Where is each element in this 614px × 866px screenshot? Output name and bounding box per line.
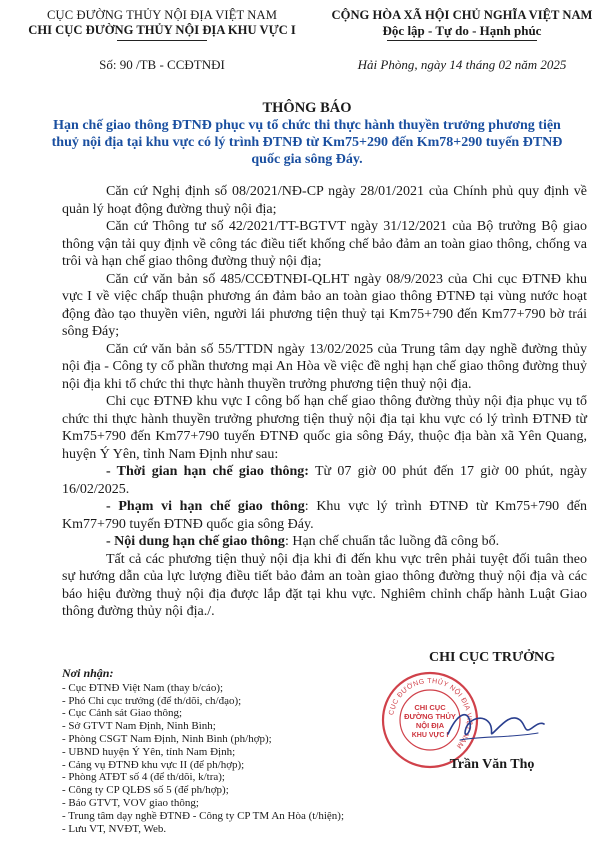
national-header [316, 8, 608, 72]
title-block [40, 100, 574, 168]
list-item: - Phó Chi cục trưởng (để th/dõi, ch/đạo); [62, 694, 242, 707]
content-label: - Nội dung hạn chế giao thông [106, 534, 285, 549]
paragraph-announcement: Chi cục ĐTNĐ khu vực I công bố hạn chế giao thông đường thủy nội địa phục vụ tổ chức thi thực hành thuyền trưởng phương tiện thuỷ nội địa tại khu vực có lý trình ĐTNĐ từ Km75+790 đến Km77+790 tuyến ĐTNĐ quốc gia sông Đáy, thuộc địa bàn xã Yên Quang, huyện Ý Yên, tỉnh Nam Định như sau: [62, 394, 587, 462]
handwritten-signature [440, 700, 550, 750]
seal-center-line2: ĐƯỜNG THỦY [404, 712, 456, 721]
content-value: : Hạn chế chuẩn tắc luồng đã công bố. [284, 534, 500, 549]
parent-organization: CỤC ĐƯỜNG THỦY NỘI ĐỊA VIỆT NAM [47, 8, 277, 22]
list-item: - Cảng vụ ĐTNĐ khu vực II (để ph/hợp); [62, 758, 245, 771]
recipients [62, 667, 402, 835]
list-item: - Phòng ATĐT số 4 (để th/dõi, k/tra); [62, 771, 225, 784]
issuing-organization: CHI CỤC ĐƯỜNG THỦY NỘI ĐỊA KHU VỰC I [28, 23, 296, 37]
time-label: - Thời gian hạn chế giao thông: [106, 464, 309, 479]
recipients-label: Nơi nhận: [62, 666, 114, 680]
paragraph-circular: Căn cứ Thông tư số 42/2021/TT-BGTVT ngày 31/12/2021 của Bộ trưởng Bộ giao thông vận tải quy định về công tác điều tiết khống chế bảo đảm an toàn giao thông, chống va trôi và hạn chế giao thông đường thuỷ nội địa; [62, 219, 587, 269]
paragraph-decree: Căn cứ Nghị định số 08/2021/NĐ-CP ngày 28/01/2021 của Chính phủ quy định về quản lý hoạt động đường thuỷ nội địa; [62, 184, 587, 217]
list-item: - Cục ĐTNĐ Việt Nam (thay b/cáo); [62, 681, 224, 694]
recipients-list [62, 682, 402, 836]
seal-center-line4: KHU VỰC I [411, 732, 449, 739]
paragraph-compliance: Tất cả các phương tiện thuỷ nội địa khi đi đến khu vực trên phải tuyệt đối tuân theo sự hướng dẫn của lực lượng điều tiết bảo đảm an toàn giao thông đường thuỷ nội địa và các báo hiệu đường thuỷ nội địa được lắp đặt tại khu vực. Nghiêm chỉnh chấp hành Luật Giao thông đường thủy nội địa./. [62, 551, 587, 619]
seal-ring-text: CỤC ĐƯỜNG THỦY NỘI ĐỊA VIỆT NAM [388, 677, 473, 750]
item-scope [62, 498, 587, 533]
signer-role: CHI CỤC TRƯỞNG [428, 650, 555, 665]
list-item: - Cục Cảnh sát Giao thông; [62, 707, 183, 720]
list-item: - Lưu VT, NVĐT, Web. [62, 822, 167, 835]
list-item: - Sở GTVT Nam Định, Ninh Bình; [62, 720, 216, 733]
signer-block [392, 650, 592, 666]
issuer-header [12, 8, 312, 72]
place-date: Hải Phòng, ngày 14 tháng 02 năm 2025 [357, 57, 567, 72]
motto-underline [387, 40, 537, 41]
scope-label: - Phạm vi hạn chế giao thông [106, 499, 305, 514]
list-item: - Báo GTVT, VOV giao thông; [62, 796, 199, 809]
paragraph-request: Căn cứ văn bản số 55/TTDN ngày 13/02/2025 của Trung tâm dạy nghề đường thủy nội địa - Công ty cổ phần thương mại An Hòa về việc đề nghị hạn chế giao thông đường thuỷ nội địa khi tổ chức thi thực hành thuyền trưởng phương tiện thuỷ nội địa. [62, 341, 587, 392]
signer-name: Trần Văn Thọ [449, 757, 535, 772]
seal-center-line1: CHI CỤC [414, 703, 446, 712]
list-item: - Trung tâm dạy nghề ĐTNĐ - Công ty CP TM An Hòa (t/hiện); [62, 809, 345, 822]
document-subject: Hạn chế giao thông ĐTNĐ phục vụ tổ chức thi thực hành thuyền trưởng phương tiện thuỷ nội địa tại khu vực có lý trình ĐTNĐ từ Km75+290 đến Km78+290 tuyến ĐTNĐ quốc gia sông Đáy. [51, 118, 563, 167]
national-motto: Độc lập - Tự do - Hạnh phúc [382, 23, 542, 38]
time-value: Từ 07 giờ 00 phút đến 17 giờ 00 phút, ngày 16/02/2025. [62, 464, 587, 497]
document-body [62, 183, 587, 621]
item-content [62, 533, 587, 551]
list-item: - Công ty CP QLĐS số 5 (để ph/hợp); [62, 784, 229, 797]
list-item: - Phòng CSGT Nam Định, Ninh Bình (ph/hợp); [62, 732, 272, 745]
document-title: THÔNG BÁO [262, 100, 352, 116]
paragraph-approval: Căn cứ văn bản số 485/CCĐTNĐI-QLHT ngày 08/9/2023 của Chi cục ĐTNĐ khu vực I về việc chấp thuận phương án đảm bảo an toàn giao thông ĐTNĐ tại vùng nước hoạt động đào tạo thuyền viên, người lái phương tiện thuỷ tại Km75+790 đến Km77+790 bờ trái sông Đáy; [62, 271, 587, 339]
seal-center-line3: NỘI ĐỊA [415, 721, 445, 730]
item-time [62, 463, 587, 498]
header-underline [117, 40, 207, 41]
scope-value: : Khu vực lý trình ĐTNĐ từ Km75+790 đến Km77+790 tuyến ĐTNĐ quốc gia sông Đáy. [62, 499, 587, 532]
national-title: CỘNG HÒA XÃ HỘI CHỦ NGHĨA VIỆT NAM [331, 8, 593, 22]
list-item: - UBND huyện Ý Yên, tỉnh Nam Định; [62, 745, 236, 758]
document-number: Số: 90 /TB - CCĐTNĐI [99, 57, 225, 72]
